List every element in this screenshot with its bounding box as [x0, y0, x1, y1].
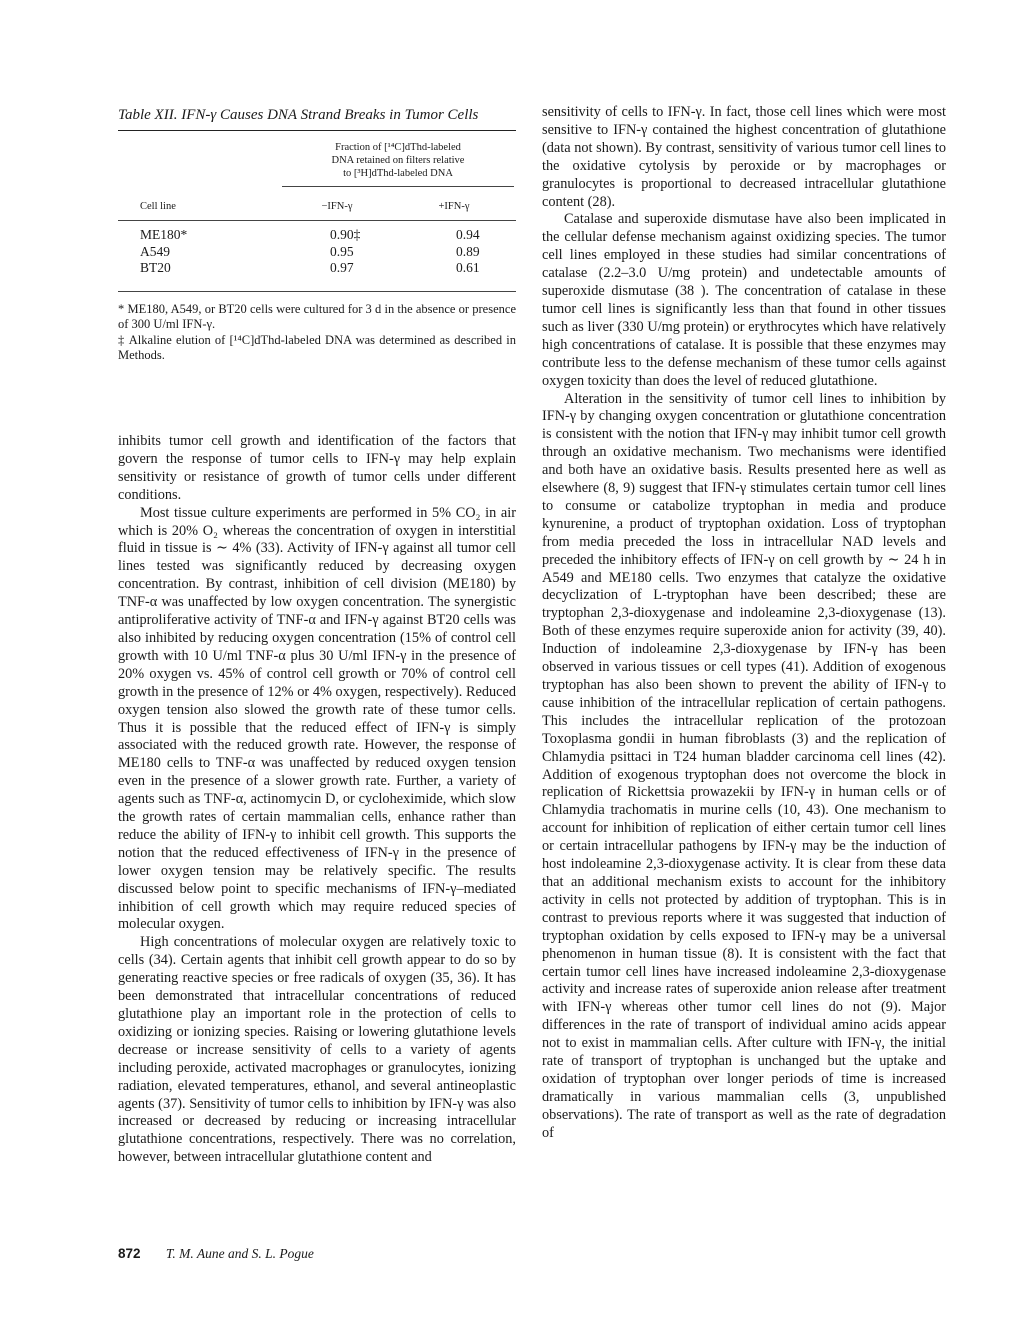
cell-line: A549 [140, 243, 170, 259]
header-plus-ifn: +IFN-γ [438, 201, 470, 212]
cell-plus: 0.89 [456, 243, 480, 259]
table-row [118, 227, 516, 244]
paragraph: Catalase and superoxide dismutase have also been implicated in the cellular defense mechanism against oxidizing species. The tumor cell lines employed in these studies had similar concentrations of catalase (2.2–3.0 U/mg protein) and undetectable amounts of superoxide dismutase (38 ). The concentration of catalase in these tumor cell lines is significantly less than that found in other tissues such as liver (330 U/mg protein) or erythrocytes which have relatively high concentrations of catalase. It is possible that these enzymes may contribute less to the defense mechanism of these tumor cells against oxygen toxicity than does the level of reduced glutathione. [542, 211, 946, 389]
cell-line: ME180* [140, 227, 188, 242]
paragraph: sensitivity of cells to IFN-γ. In fact, those cell lines which were most sensitive to IFN-γ contained the highest concentration of glutathione (data not shown). By contrast, sensitivity of various tumor cell lines to the oxidative cytolysis by peroxide or by macrophages or granulocytes is proportional to decreased intracellular glutathione content (28). [542, 104, 946, 210]
paragraph: inhibits tumor cell growth and identification of the factors that govern the response of tumor cells to IFN-γ may help explain sensitivity or resistance of growth of tumor cells under different conditions. [118, 433, 516, 503]
footnote: * ME180, A549, or BT20 cells were cultured for 3 d in the absence or presence of 300 U/ml IFN-γ. [118, 301, 516, 331]
page-number: 872 [118, 1246, 141, 1261]
page-footer [118, 1246, 314, 1262]
left-column-text [118, 433, 516, 1167]
paragraph: High concentrations of molecular oxygen are relatively toxic to cells (34). Certain agents that inhibit cell growth appear to do so by generating reactive species or free radicals of oxygen (35, 36). It has been demonstrated that intracellular concentrations of reduced glutathione play an important role in the protection of cells to oxidizing or ionizing species. Raising or lowering glutathione levels decrease or increase sensitivity of cells to a variety of agents including peroxide, activated macrophages or granulocytes, ionizing radiation, elevated temperatures, ethanol, and several antineoplastic agents (37). Sensitivity of tumor cells to inhibition by IFN-γ was also increased or decreased by reducing or increasing intracellular glutathione concentrations, respectively. There was no correlation, however, between intracellular glutathione content and [118, 934, 516, 1166]
table-bottom-rule [118, 291, 516, 292]
spanner-line-2: DNA retained on filters relative [331, 155, 465, 166]
cell-plus: 0.94 [456, 227, 480, 242]
spanner-line-1: Fraction of [¹⁴C]dThd-labeled [335, 142, 461, 153]
header-minus-ifn: −IFN-γ [321, 201, 353, 212]
table-body [118, 221, 516, 291]
spanner-line-3: to [³H]dThd-labeled DNA [343, 168, 453, 179]
right-column-text [542, 104, 946, 1143]
table-row [118, 244, 516, 261]
running-authors: T. M. Aune and S. L. Pogue [165, 1246, 314, 1261]
cell-minus: 0.90‡ [330, 227, 361, 242]
table-footnotes [118, 302, 516, 363]
cell-line: BT20 [140, 260, 171, 275]
cell-minus: 0.95 [330, 243, 354, 259]
header-cell-line: Cell line [140, 201, 176, 212]
footnote: ‡ Alkaline elution of [¹⁴C]dThd-labeled DNA was determined as described in Methods. [118, 332, 516, 362]
cell-plus: 0.61 [456, 260, 480, 275]
table-title: Table XII. IFN-γ Causes DNA Strand Breaks in Tumor Cells [118, 107, 479, 123]
table-header-row [118, 187, 516, 220]
paragraph: Most tissue culture experiments are performed in 5% CO₂ in air which is 20% O₂ whereas the concentration of oxygen in interstitial fluid in tissue is ∼ 4% (33). Activity of IFN-γ against all tumor cell lines tested was significantly reduced by decreasing oxygen concentration. By contrast, inhibition of cell division (ME180) by TNF-α was unaffected by low oxygen concentration. The synergistic antiproliferative activity of TNF-α and IFN-γ against BT20 cells was also inhibited by reducing oxygen concentration (15% of control cell growth with 10 U/ml TNF-α plus 30 U/ml IFN-γ in the presence of 20% oxygen vs. 45% of control cell growth or 70% of control cell growth in the presence of 12% or 4% oxygen, respectively). Reduced oxygen tension also slowed the growth rate of these tumor cells. Thus it is possible that the reduced effect of IFN-γ is simply associated with the reduced growth rate. However, the response of ME180 cells to TNF-α was unaffected by reduced oxygen tension even in the presence of a slower growth rate. Further, a variety of agents such as TNF-α, actinomycin D, or cycloheximide, which slow the growth rates of certain mammalian cells, enhance rather than reduce the ability of IFN-γ to inhibit cell growth. This supports the notion that the reduced effectiveness of IFN-γ in the presence of lower oxygen tension may be relatively specific. The results discussed below point to specific mechanisms of IFN-γ–mediated inhibition of cell growth which may require reduced species of molecular oxygen. [118, 504, 516, 933]
table-row [118, 260, 516, 277]
cell-minus: 0.97 [330, 260, 354, 275]
table-spanner-header [282, 131, 514, 186]
paragraph: Alteration in the sensitivity of tumor cell lines to inhibition by IFN-γ by changing oxygen concentration or glutathione concentration is consistent with the notion that IFN-γ may inhibit tumor cell growth through an oxidative mechanism. Two mechanisms were identified and both have an oxidative basis. Results presented here as well as elsewhere (8, 9) suggest that IFN-γ stimulates certain tumor cell lines to consume or catabolize tryptophan in media and produce kynurenine, a product of tryptophan oxidation. Loss of tryptophan from media preceded the loss in intracellular NAD levels and preceded the inhibitory effects of IFN-γ on cell growth by ∼ 24 h in A549 and ME180 cells. Two enzymes that catalyze the oxidative decyclization of L-tryptophan have been described; these are tryptophan 2,3-dioxygenase and indoleamine 2,3-dioxygenase (13). Both of these enzymes require superoxide anion for activity (39, 40). Induction of indoleamine 2,3-dioxygenase by IFN-γ has been observed in various tissues or cell types (41). Addition of exogenous tryptophan has also been shown to prevent the ability of IFN-γ to cause inhibition of the intracellular replication of certain pathogens. This includes the intracellular replication of the protozoan Toxoplasma gondii in human fibroblasts (3) and the replication of Chlamydia psittaci in T24 human bladder carcinoma cell lines (42). Addition of exogenous tryptophan does not overcome the block in replication of Rickettsia prowazekii by IFN-γ in human cells or of Chlamydia trachomatis in murine cells (10, 43). One mechanism to account for inhibition of replication of either certain tumor cell lines or certain intracellular pathogens by IFN-γ may be the induction of host indoleamine 2,3-dioxygenase activity. It is clear from these data that an additional mechanism exists to account for the inhibitory activity in cells not protected by addition of tryptophan. This is in contrast to previous reports where it was suggested that induction of tryptophan oxidation by cells exposed to IFN-γ may be a universal phenomenon in human tissue (8). It is consistent with the fact that certain tumor cell lines have increased indoleamine 2,3-dioxygenase activity and increase rates of superoxide anion release after treatment with IFN-γ whereas other tumor cell lines do not (9). Major differences in the rate of transport of individual amino acids appear not to exist in mammalian cells. After culture with IFN-γ, the initial rate of transport of tryptophan is unchanged but the uptake and oxidation of tryptophan over longer periods of time is increased dramatically in various mammalian cells (3, unpublished observations). The rate of transport as well as the rate of degradation of [542, 390, 946, 1141]
table-block [118, 104, 516, 364]
